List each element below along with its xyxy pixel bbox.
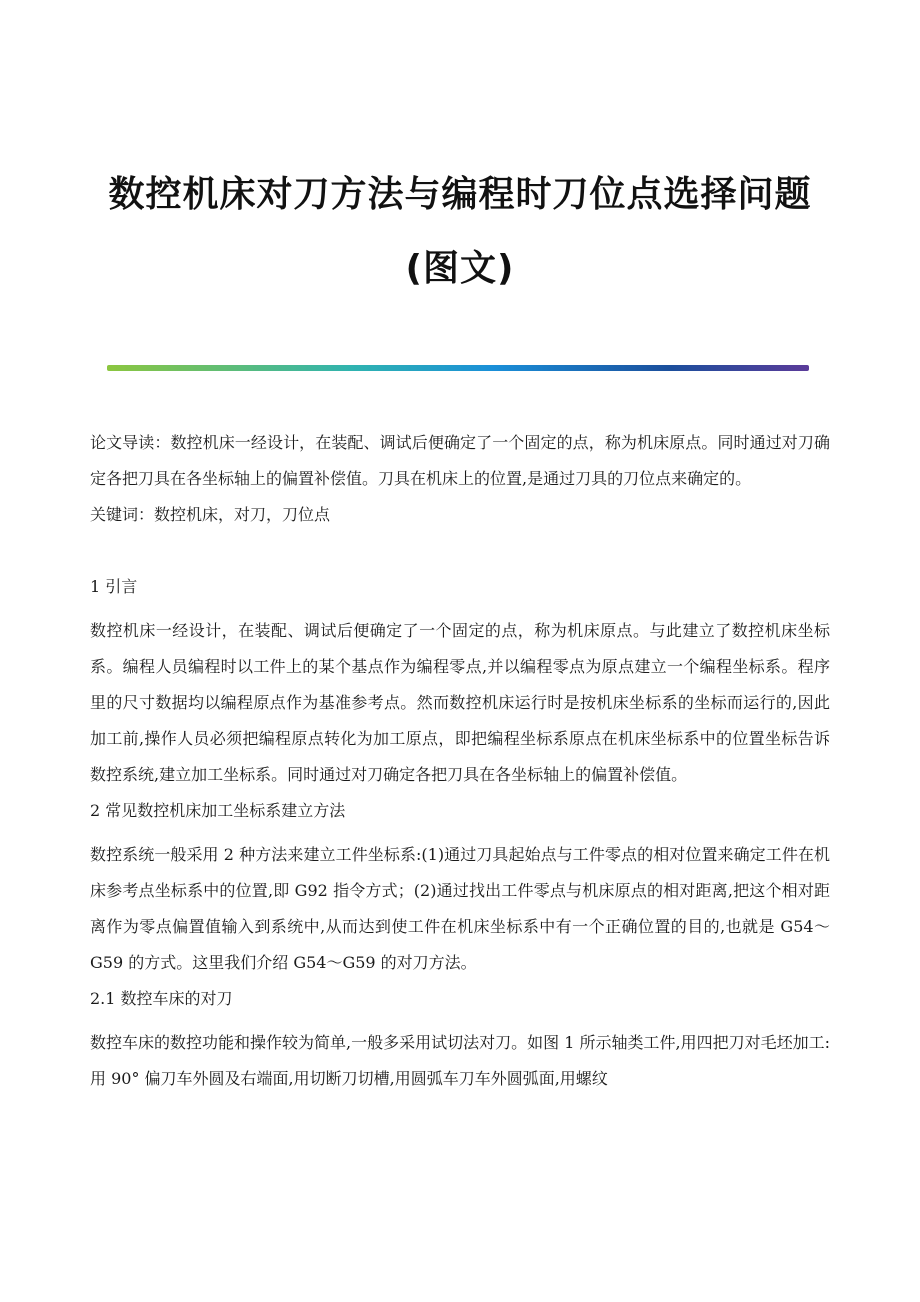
document-title [60, 158, 860, 306]
title-divider [107, 365, 809, 371]
section-body-intro: 数控机床一经设计，在装配、调试后便确定了一个固定的点，称为机床原点。与此建立了数控机床坐标系。编程人员编程时以工件上的某个基点作为编程零点,并以编程零点为原点建立一个编程坐标系。程序里的尺寸数据均以编程原点作为基准参考点。然而数控机床运行时是按机床坐标系的坐标而运行的,因此加工前,操作人员必须把编程原点转化为加工原点，即把编程坐标系原点在机床坐标系中的位置坐标告诉数控系统,建立加工坐标系。同时通过对刀确定各把刀具在各坐标轴上的偏置补偿值。 [90, 621, 830, 784]
section-body-lathe-tool-setting: 数控车床的数控功能和操作较为简单,一般多采用试切法对刀。如图 1 所示轴类工件,用四把刀对毛坯加工:用 90° 偏刀车外圆及右端面,用切断刀切槽,用圆弧车刀车外圆弧面,用螺纹 [90, 1033, 830, 1088]
keywords-line: 关键词：数控机床，对刀，刀位点 [90, 505, 331, 524]
spacer [90, 829, 830, 837]
document-body [90, 425, 830, 1097]
spacer [90, 1017, 830, 1025]
title-line-2: (图文) [405, 248, 515, 289]
abstract-paragraph: 论文导读：数控机床一经设计，在装配、调试后便确定了一个固定的点，称为机床原点。同时通过对刀确定各把刀具在各坐标轴上的偏置补偿值。刀具在机床上的位置,是通过刀具的刀位点来确定的。 [90, 433, 830, 488]
section-heading-intro: 1 引言 [90, 577, 138, 596]
section-heading-coordinate-methods: 2 常见数控机床加工坐标系建立方法 [90, 801, 346, 820]
title-line-1: 数控机床对刀方法与编程时刀位点选择问题 [108, 174, 812, 215]
spacer [90, 605, 830, 613]
section-body-coordinate-methods: 数控系统一般采用 2 种方法来建立工件坐标系:(1)通过刀具起始点与工件零点的相对位置来确定工件在机床参考点坐标系中的位置,即 G92 指令方式；(2)通过找出工件零点与机床原点的相对距离,把这个相对距离作为零点偏置值输入到系统中,从而达到使工件在机床坐标系中有一个正确位置的目的,也就是 G54～G59 的方式。这里我们介绍 G54～G59 的对刀方法。 [90, 845, 830, 972]
section-heading-lathe-tool-setting: 2.1 数控车床的对刀 [90, 989, 233, 1008]
spacer [90, 533, 830, 569]
